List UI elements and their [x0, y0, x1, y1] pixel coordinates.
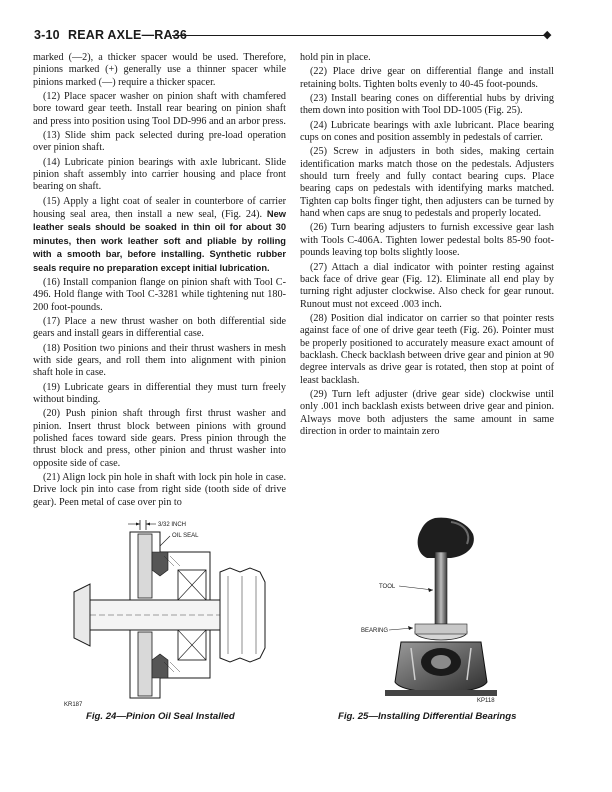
dimension-label: 3/32 INCH: [158, 522, 187, 528]
left-paragraph-5: [33, 196, 286, 275]
figure-25-caption: Fig. 25—Installing Differential Bearings: [338, 711, 517, 722]
right-paragraph-7: (27) Attach a dial indicator with pointer resting against back face of drive gear (Fig. 12). Eliminate all end play by turning right adjuster clockwise. Also check for gear runout. Runout must not exceed .003 inch.: [300, 261, 554, 310]
differential-bearing-photo: [355, 512, 515, 712]
figure-24-caption: Fig. 24—Pinion Oil Seal Installed: [86, 711, 235, 722]
figure-24-code: KR187: [64, 702, 83, 708]
figure-25-code: KP118: [477, 698, 495, 704]
page-header: [34, 28, 554, 44]
seal-step-text: (15) Apply a light coat of sealer in counterbore of carrier housing seal area, then install a new seal, (Fig. 24).: [33, 195, 286, 221]
left-paragraph-2: (12) Place spacer washer on pinion shaft with chamfered bore toward gear teeth. Install rear bearing on pinion shaft and press into position using Tool DD-996 and an arbor press.: [33, 91, 286, 127]
right-paragraph-9: (29) Turn left adjuster (drive gear side) clockwise until only .001 inch backlash exists between drive gear and pinion. Always move both adjusters the same amount in same direction in order to maintain zero: [300, 388, 554, 437]
figure-25: [355, 512, 515, 712]
left-paragraph-3: (13) Slide shim pack selected during pre-load operation over pinion shaft.: [33, 130, 286, 154]
right-paragraph-8: (28) Position dial indicator on carrier so that pointer rests against face of one of drive gear teeth (Fig. 26). Pointer must be properly positioned to accurately measure exact amount of backlash. Check backlash between drive gear and pinion at 90 degree intervals as drive gear is rotated, then stop at point of least backlash.: [300, 312, 554, 386]
header-end-mark: ◆: [543, 29, 552, 41]
tool-label: TOOL: [379, 584, 396, 590]
left-paragraph-1: marked (—2), a thicker spacer would be used. Therefore, pinions marked (+) generally use a thinner spacer while pinions marked (—) require a thicker spacer.: [33, 52, 286, 88]
right-column: [300, 52, 554, 440]
page-number: 3-10: [34, 28, 60, 42]
left-column: [33, 52, 286, 511]
left-paragraph-7: (17) Place a new thrust washer on both differential side gears and install gears in differential case.: [33, 315, 286, 340]
bearing-label: BEARING: [361, 628, 389, 634]
left-paragraph-4: (14) Lubricate pinion bearings with axle lubricant. Slide pinion shaft assembly into carrier housing and place front bearing on shaft.: [33, 156, 286, 193]
section-title: REAR AXLE—RA36: [68, 28, 188, 42]
right-paragraph-6: (26) Turn bearing adjusters to furnish excessive gear lash with Tools C-406A. Tighten lower pedestal bolts 85-90 foot-pounds leaving top bolts slightly loose.: [300, 222, 554, 259]
left-paragraph-9: (19) Lubricate gears in differential they must turn freely without binding.: [33, 381, 286, 405]
left-paragraph-11: (21) Align lock pin hole in shaft with lock pin hole in case. Drive lock pin into case from right side (tooth side of drive gear). Peen metal of case over pin to: [33, 472, 286, 508]
seal-note-bold: New leather seals should be soaked in thin oil for about 30 minutes, then work leather soft and pliable by rolling with a smooth bar, before installing. Synthetic rubber seals require no preparation except initial lubrication.: [33, 209, 286, 273]
left-paragraph-10: (20) Push pinion shaft through first thrust washer and pinion. Insert thrust block between pinions with ground polished faces toward side gears. Press pinion through the thrust block and press, other pinion and thrust washer into opposite side of case.: [33, 408, 286, 469]
right-paragraph-5: (25) Screw in adjusters in both sides, making certain identification marks match those on the pedestals. Adjusters should turn freely and fully contact bearing cups. Place bearing caps on pedestals with identifying marks matched. Tighten cap bolts finger tight, then adjusters can be turned by hand when caps are snug to pedestals and properly located.: [300, 146, 554, 220]
left-paragraph-8: (18) Position two pinions and their thrust washers in mesh with side gears, and roll them into alignment with pinion shaft hole in case.: [33, 342, 286, 379]
left-paragraph-6: (16) Install companion flange on pinion shaft with Tool C-496. Hold flange with Tool C-3281 while tightening nut 180-200 foot-pounds.: [33, 276, 286, 313]
figure-24: [60, 512, 270, 712]
oil-seal-label: OIL SEAL: [172, 533, 199, 539]
pinion-seal-diagram: [60, 512, 270, 712]
right-paragraph-4: (24) Lubricate bearings with axle lubricant. Place bearing cups on cones and position assembly in pedestals of carrier.: [300, 119, 554, 144]
right-paragraph-1: hold pin in place.: [300, 52, 371, 63]
right-paragraph-3: (23) Install bearing cones on differential hubs by driving them down into position with Tool DD-1005 (Fig. 25).: [300, 93, 554, 117]
header-rule: [172, 35, 546, 36]
right-paragraph-2: (22) Place drive gear on differential flange and install retaining bolts. Tighten bolts evenly to 40-45 foot-pounds.: [300, 66, 554, 90]
